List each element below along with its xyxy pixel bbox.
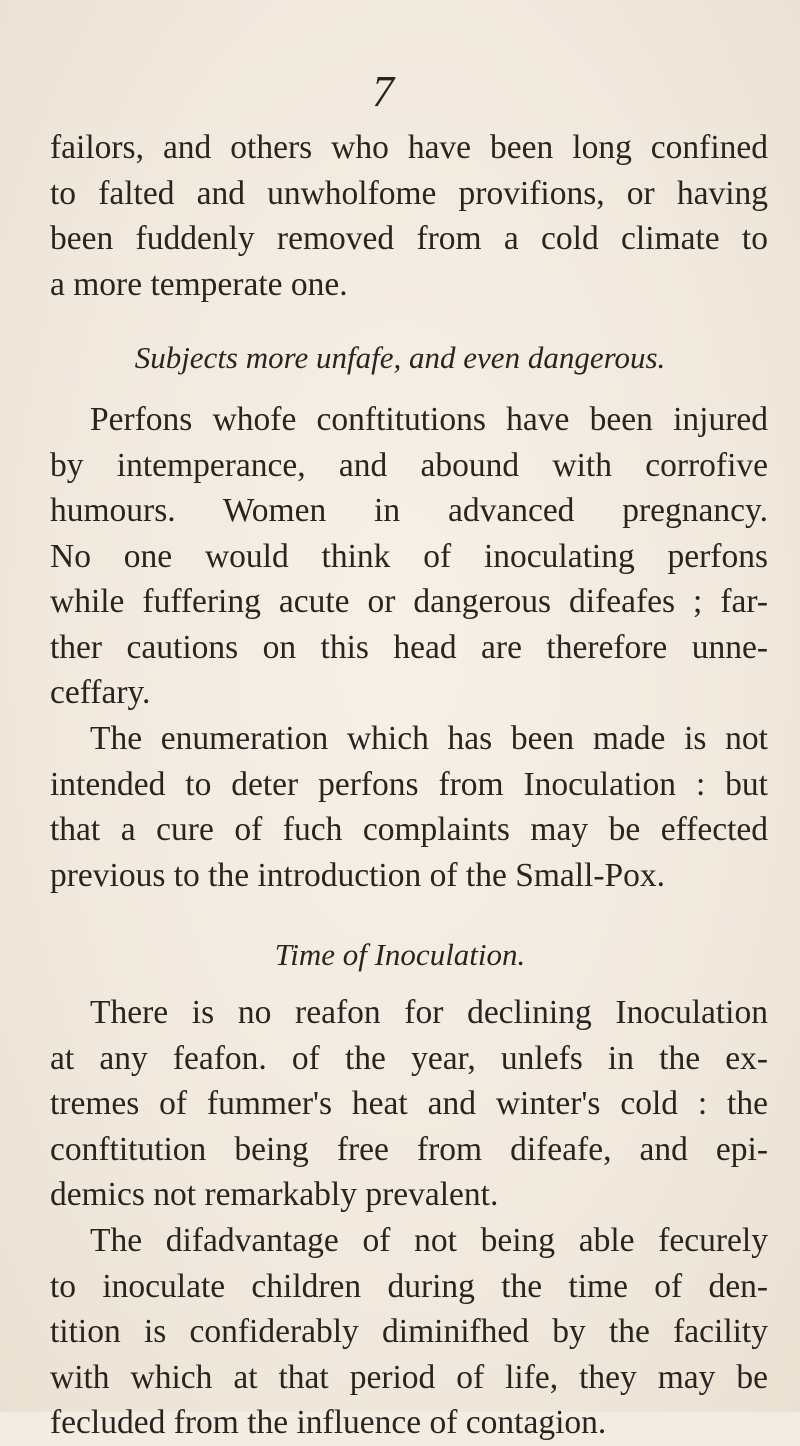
paragraph-unsafe-subjects — [50, 397, 768, 716]
text-line: by intemperance, and abound with corrofive — [50, 446, 768, 484]
text-line: demics not remarkably prevalent. — [50, 1176, 499, 1213]
text-line: failors, and others who have been long confined — [50, 129, 768, 166]
text-line: The difadvantage of not being able fecurely — [90, 1222, 768, 1259]
text-line: There is no reafon for declining Inoculation — [90, 994, 768, 1031]
paragraph-dentition — [50, 1218, 768, 1446]
text-line: at any feafon. of the year, unlefs in the ex- — [50, 1039, 768, 1077]
text-line: No one would think of inoculating perfons — [50, 537, 768, 575]
paragraph-continuation — [50, 125, 768, 307]
section-heading-time-of-inoculation: Time of Inoculation. — [274, 937, 526, 972]
text-line: The enumeration which has been made is not — [90, 720, 768, 757]
text-line: humours. Women in advanced pregnancy. — [50, 492, 768, 529]
paragraph-time-of-inoculation — [50, 990, 768, 1218]
section-heading-unsafe-subjects: Subjects more unfafe, and even dangerous. — [134, 340, 666, 375]
text-line: tition is confiderably diminifhed by the facility — [50, 1313, 768, 1350]
text-line: ther cautions on this head are therefore unne- — [50, 628, 768, 666]
text-line: previous to the introduction of the Small-Pox. — [50, 856, 666, 894]
text-line: intended to deter perfons from Inoculation : but — [50, 765, 768, 803]
page-number: 7 — [372, 67, 394, 116]
text-line: Perfons whofe conftitutions have been injured — [90, 401, 768, 438]
text-line: ceffary. — [50, 674, 151, 711]
text-line: tremes of fummer's heat and winter's cold : the — [50, 1085, 768, 1122]
text-line: fecluded from the influence of contagion. — [50, 1404, 607, 1441]
text-line: been fuddenly removed from a cold climate to — [50, 220, 768, 257]
text-line: a more temperate one. — [50, 265, 348, 303]
text-line: with which at that period of life, they may be — [50, 1358, 768, 1396]
paragraph-enumeration — [50, 716, 768, 898]
text-line: to inoculate children during the time of den- — [50, 1267, 768, 1305]
text-line: that a cure of fuch complaints may be effected — [50, 811, 768, 848]
text-line: to falted and unwholfome provifions, or having — [50, 174, 768, 212]
text-line: while fuffering acute or dangerous difeafes ; far- — [50, 583, 768, 620]
text-line: conftitution being free from difeafe, and epi- — [50, 1130, 768, 1168]
